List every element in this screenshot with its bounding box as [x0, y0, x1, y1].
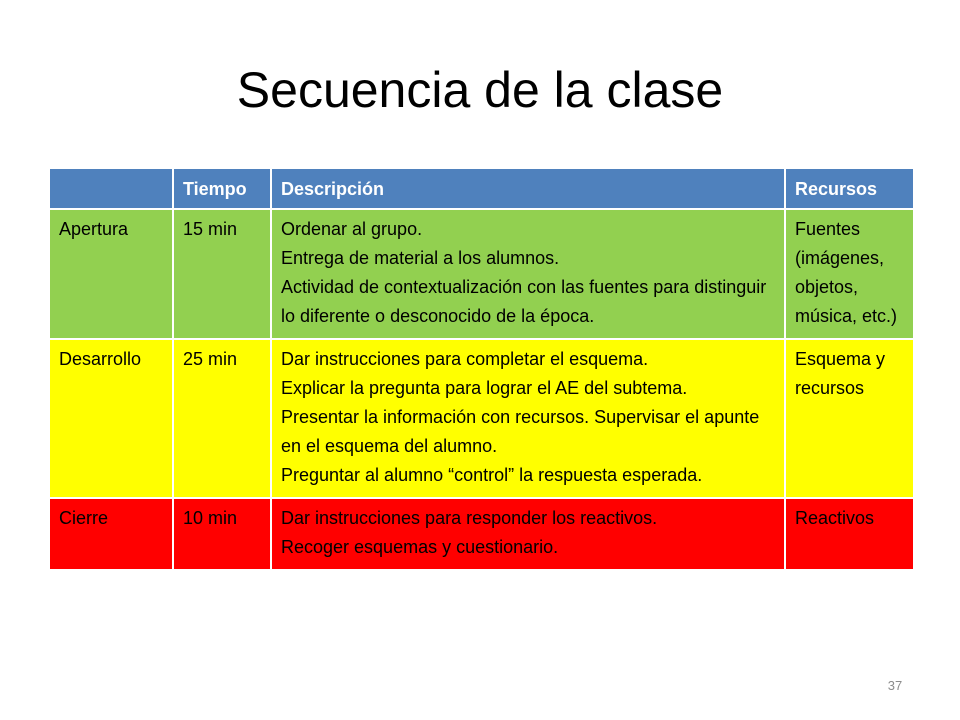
- slide-title: Secuencia de la clase: [236, 62, 724, 118]
- phase-cell: Desarrollo: [49, 339, 173, 498]
- page-number: 37: [887, 678, 903, 693]
- table-row-cierre: [49, 498, 914, 570]
- description-cell: Dar instrucciones para responder los reactivos. Recoger esquemas y cuestionario.: [271, 498, 785, 570]
- description-cell: Dar instrucciones para completar el esquema. Explicar la pregunta para lograr el AE del subtema. Presentar la información con recursos. Supervisar el apunte en el esquema del alumno. Preguntar al alumno “control” la respuesta esperada.: [271, 339, 785, 498]
- header-description-cell: Descripción: [271, 168, 785, 209]
- table-row-apertura: [49, 209, 914, 339]
- header-time-cell: Tiempo: [173, 168, 271, 209]
- time-cell: 10 min: [173, 498, 271, 570]
- time-cell: 25 min: [173, 339, 271, 498]
- time-cell: 15 min: [173, 209, 271, 339]
- resources-cell: Esquema y recursos: [785, 339, 914, 498]
- table-row-desarrollo: [49, 339, 914, 498]
- phase-cell: Apertura: [49, 209, 173, 339]
- resources-cell: Reactivos: [785, 498, 914, 570]
- table-header-row: [49, 168, 914, 209]
- description-cell: Ordenar al grupo. Entrega de material a los alumnos. Actividad de contextualización con las fuentes para distinguir lo diferente o desconocido de la época.: [271, 209, 785, 339]
- header-phase-cell: [49, 168, 173, 209]
- resources-cell: Fuentes (imágenes, objetos, música, etc.): [785, 209, 914, 339]
- phase-cell: Cierre: [49, 498, 173, 570]
- class-sequence-table: [48, 167, 915, 571]
- header-resources-cell: Recursos: [785, 168, 914, 209]
